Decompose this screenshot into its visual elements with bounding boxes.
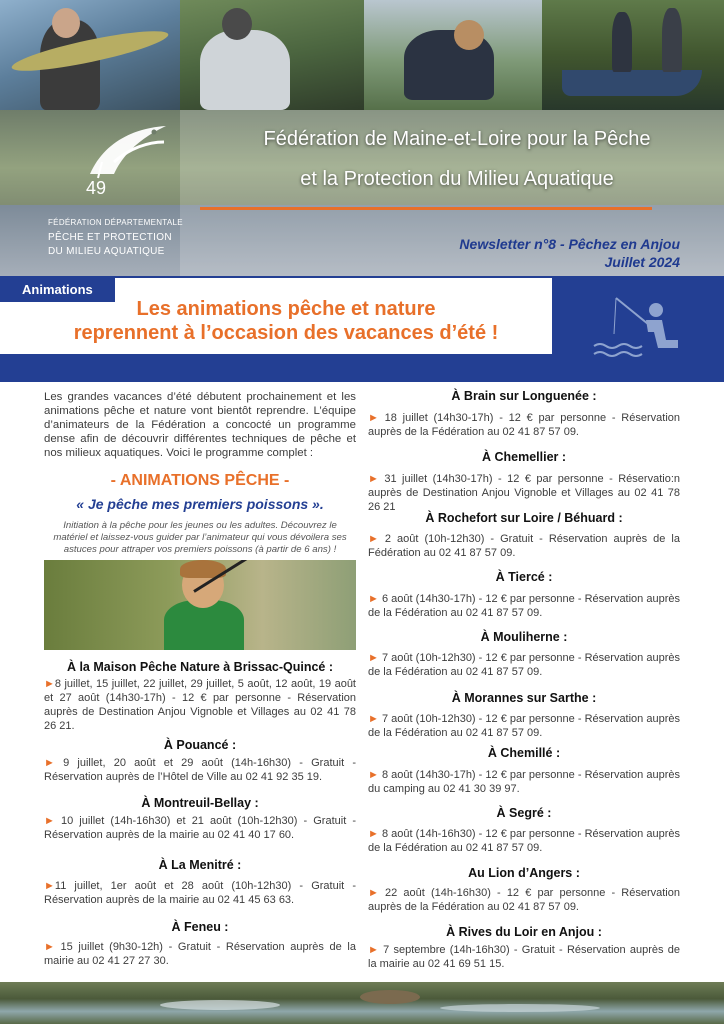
animations-title: - ANIMATIONS PÊCHE - [110, 472, 290, 489]
logo-line2: PÊCHE ET PROTECTION [48, 232, 172, 243]
header-divider [200, 207, 652, 210]
event-right-3: ► 6 août (14h30-17h) - 12 € par personne - Réservation auprès de la Fédération au 02 41 87 57 09. [368, 593, 681, 619]
photo-strip [0, 0, 724, 110]
venue-right-8: Au Lion d’Angers : [468, 866, 580, 880]
fisherman-icon [592, 294, 684, 364]
venue-right-0: À Brain sur Longuenée : [451, 389, 597, 403]
arrow-icon: ► [44, 815, 55, 827]
venue-left-4: À Feneu : [171, 920, 229, 934]
arrow-icon: ► [44, 941, 55, 953]
event-right-8: ► 22 août (14h-16h30) - 12 € par personne - Réservation auprès de la Fédération au 02 41 87 57 09. [368, 887, 680, 913]
logo-number: 49 [86, 178, 107, 198]
photo-pike-angler [0, 0, 180, 110]
event-right-4: ► 7 août (10h-12h30) - 12 € par personne - Réservation auprès de la Fédération au 02 41 87 57 09. [368, 652, 681, 678]
header-title-line1: Fédération de Maine-et-Loire pour la Pêche [263, 128, 651, 150]
venue-right-9: À Rives du Loir en Anjou : [446, 925, 602, 939]
event-left-2: ► 10 juillet (14h-16h30) et 21 août (10h-12h30) - Gratuit - Réservation auprès de la mairie au 02 41 40 17 60. [44, 815, 356, 841]
footer-river-photo [0, 982, 724, 1024]
venue-right-7: À Segré : [496, 806, 552, 820]
intro-paragraph: Les grandes vacances d’été débutent prochainement et les animations pêche et nature vont bientôt reprendre. L’équipe d’animateurs de la Fédération a concocté un programme dense afin de découvrir différentes techniques de pêche et nos milieux aquatiques. Voici le programme complet : [44, 391, 356, 459]
arrow-icon: ► [368, 652, 379, 664]
venue-right-4: À Mouliherne : [480, 630, 568, 644]
event-right-9: ► 7 septembre (14h-16h30) - Gratuit - Réservation auprès de la mairie au 02 41 69 51 15. [368, 944, 680, 970]
arrow-icon: ► [368, 944, 379, 956]
event-right-7: ► 8 août (14h-16h30) - 12 € par personne - Réservation auprès de la Fédération au 02 41 87 57 09. [368, 828, 681, 854]
venue-left-2: À Montreuil-Bellay : [141, 796, 259, 810]
animations-description: Initiation à la pêche pour les jeunes ou les adultes. Découvrez le matériel et laissez-vous guider par l’animateur qui vous dévoilera ses astuces pour attraper vos premiers poissons (à partir de 6 ans) ! [53, 520, 347, 555]
arrow-icon: ► [368, 533, 379, 545]
newsletter-label: Newsletter n°8 - Pêchez en Anjou [459, 236, 680, 252]
arrow-icon: ► [44, 678, 55, 690]
event-left-0: ►8 juillet, 15 juillet, 22 juillet, 29 juillet, 5 août, 12 août, 19 août et 27 août (14h30-17h) - 12 € par personne - Réservation auprès de Destination Anjou Vignoble et Villages au 02 41 78 26 21. [44, 678, 356, 732]
venue-right-2: À Rochefort sur Loire / Béhuard : [425, 511, 623, 525]
venue-left-1: À Pouancé : [163, 738, 237, 752]
venue-right-5: À Morannes sur Sarthe : [451, 691, 597, 705]
event-right-1: ► 31 juillet (14h30-17h) - 12 € par personne - Réservatio:n auprès de Destination Anjou Vignoble et Villages au 02 41 78 26 21 [368, 473, 680, 513]
header-title-line2: et la Protection du Milieu Aquatique [300, 168, 614, 190]
event-right-6: ► 8 août (14h30-17h) - 12 € par personne - Réservation auprès du camping au 02 41 30 39 97. [368, 769, 681, 795]
photo-kid-with-rod [44, 560, 356, 650]
animations-subtitle: « Je pêche mes premiers poissons ». [76, 496, 324, 512]
venue-right-6: À Chemillé : [487, 746, 561, 760]
headline-line1: Les animations pêche et nature [136, 298, 436, 320]
photo-angler-back [180, 0, 364, 110]
arrow-icon: ► [44, 757, 55, 769]
event-right-5: ► 7 août (10h-12h30) - 12 € par personne - Réservation auprès de la Fédération au 02 41 87 57 09. [368, 713, 681, 739]
arrow-icon: ► [368, 887, 379, 899]
arrow-icon: ► [368, 593, 379, 605]
event-left-4: ► 15 juillet (9h30-12h) - Gratuit - Réservation auprès de la mairie au 02 41 27 27 30. [44, 941, 356, 967]
logo-line1: FÉDÉRATION DÉPARTEMENTALE [48, 218, 183, 227]
event-right-2: ► 2 août (10h-12h30) - Gratuit - Réservation auprès de la Fédération au 02 41 87 57 09. [368, 533, 680, 559]
logo-line3: DU MILIEU AQUATIQUE [48, 246, 165, 257]
arrow-icon: ► [368, 412, 379, 424]
event-right-0: ► 18 juillet (14h30-17h) - 12 € par personne - Réservation auprès de la Fédération au 02 41 87 57 09. [368, 412, 680, 438]
section-tag: Animations [0, 278, 115, 302]
arrow-icon: ► [368, 828, 379, 840]
arrow-icon: ► [368, 769, 379, 781]
venue-right-1: À Chemellier : [481, 450, 567, 464]
photo-boy-fishing [364, 0, 542, 110]
newsletter-date: Juillet 2024 [604, 254, 680, 270]
arrow-icon: ► [368, 473, 379, 485]
photo-boat-anglers [542, 0, 724, 110]
headline-line2: reprennent à l’occasion des vacances d’été ! [73, 322, 499, 344]
event-left-3: ►11 juillet, 1er août et 28 août (10h-12h30) - Gratuit - Réservation auprès de la mairie au 02 41 45 63 63. [44, 880, 356, 906]
arrow-icon: ► [368, 713, 379, 725]
venue-right-3: À Tiercé : [495, 570, 553, 584]
venue-left-3: À La Menitré : [158, 858, 242, 872]
venue-left-0: À la Maison Pêche Nature à Brissac-Quincé : [66, 660, 334, 674]
event-left-1: ► 9 juillet, 20 août et 29 août (14h-16h30) - Gratuit - Réservation auprès de l’Hôtel de Ville au 02 41 92 35 19. [44, 757, 356, 783]
arrow-icon: ► [44, 880, 55, 892]
